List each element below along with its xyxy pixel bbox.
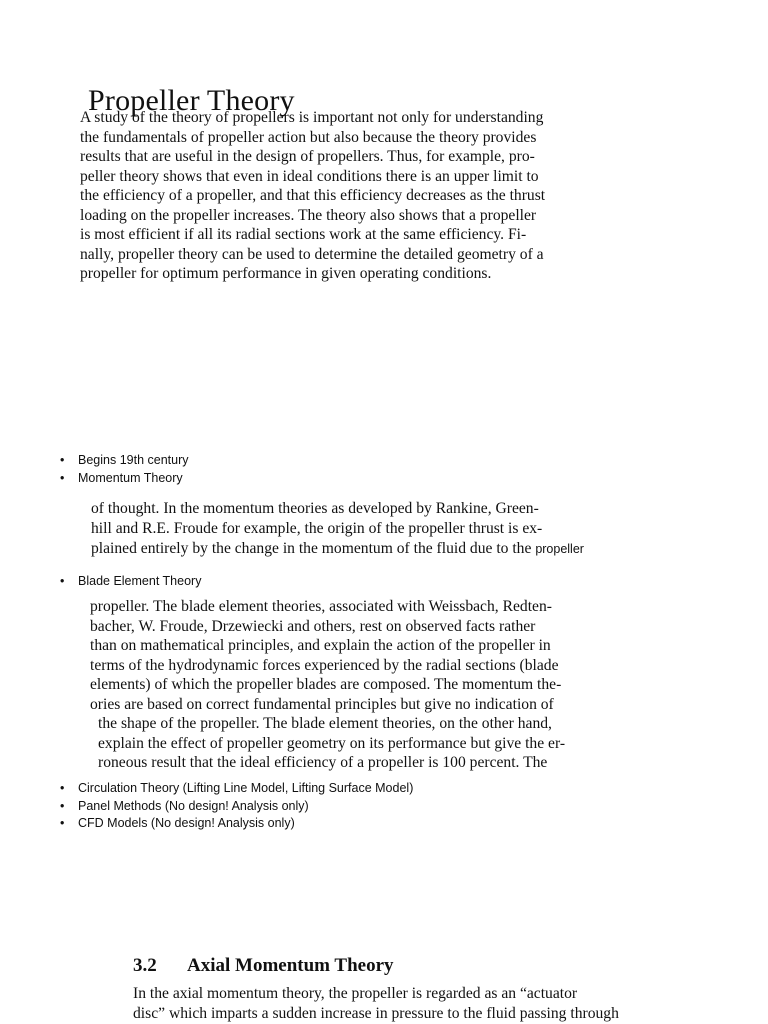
text-line-main: plained entirely by the change in the momentum of the fluid due to the	[91, 540, 532, 557]
text-line: terms of the hydrodynamic forces experienced by the radial sections (blade	[90, 656, 559, 674]
text-line: disc” which imparts a sudden increase in pressure to the fluid passing through	[133, 1004, 619, 1022]
momentum-excerpt	[91, 499, 584, 559]
list-item-label: Momentum Theory	[78, 470, 183, 485]
text-line: bacher, W. Froude, Drzewiecki and others, rest on observed facts rather	[90, 617, 536, 635]
axial-momentum-paragraph	[133, 984, 619, 1023]
text-line: of thought. In the momentum theories as developed by Rankine, Green-	[91, 500, 539, 517]
text-line	[91, 539, 584, 559]
bullet-icon: •	[60, 470, 65, 485]
list-item	[58, 470, 189, 488]
bullet-icon: •	[60, 453, 65, 467]
text-line: A study of the theory of propellers is important not only for understanding	[80, 109, 544, 126]
bullet-icon: •	[60, 781, 65, 795]
bullet-list-blade	[58, 573, 201, 591]
list-item-label: Circulation Theory (Lifting Line Model, Lifting Surface Model)	[78, 781, 414, 795]
text-line: is most efficient if all its radial sections work at the same efficiency. Fi-	[80, 226, 527, 243]
list-item-label: Blade Element Theory	[78, 574, 202, 588]
list-item	[58, 780, 413, 798]
list-item-label: Panel Methods (No design! Analysis only)	[78, 798, 309, 813]
page-title: Propeller Theory	[88, 84, 295, 118]
text-line: than on mathematical principles, and explain the action of the propeller in	[90, 637, 551, 654]
list-item	[58, 452, 189, 470]
text-line-tail: propeller	[535, 542, 584, 556]
section-heading	[133, 955, 394, 977]
list-item-label: Begins 19th century	[78, 453, 189, 467]
text-line: propeller. The blade element theories, associated with Weissbach, Redten-	[90, 598, 552, 615]
text-line: ories are based on correct fundamental principles but give no indication of	[90, 695, 554, 713]
bullet-icon: •	[60, 798, 65, 813]
text-line: hill and R.E. Froude for example, the origin of the propeller thrust is ex-	[91, 520, 543, 537]
intro-paragraph	[80, 108, 545, 284]
list-item	[58, 573, 201, 591]
bullet-list-history	[58, 452, 189, 487]
text-line: elements) of which the propeller blades are composed. The momentum the-	[90, 676, 562, 693]
section-title: Axial Momentum Theory	[187, 954, 394, 976]
text-line: results that are useful in the design of propellers. Thus, for example, pro-	[80, 148, 535, 165]
list-item	[58, 815, 413, 833]
list-item-label: CFD Models (No design! Analysis only)	[78, 816, 295, 830]
text-line: peller theory shows that even in ideal conditions there is an upper limit to	[80, 167, 539, 185]
text-line: propeller for optimum performance in given operating conditions.	[80, 265, 492, 282]
list-item	[58, 798, 413, 816]
text-line: roneous result that the ideal efficiency of a propeller is 100 percent. The	[98, 754, 548, 771]
bullet-list-methods	[58, 780, 413, 833]
text-line: the efficiency of a propeller, and that this efficiency decreases as the thrust	[80, 187, 546, 204]
text-line: explain the effect of propeller geometry on its performance but give the er-	[98, 734, 566, 752]
bullet-icon: •	[60, 574, 65, 588]
text-line: loading on the propeller increases. The theory also shows that a propeller	[80, 206, 537, 224]
text-line: the shape of the propeller. The blade element theories, on the other hand,	[98, 715, 552, 732]
text-line: In the axial momentum theory, the propeller is regarded as an “actuator	[133, 985, 578, 1002]
text-line: nally, propeller theory can be used to determine the detailed geometry of a	[80, 245, 544, 263]
blade-element-excerpt	[90, 597, 565, 773]
section-number: 3.2	[133, 954, 157, 976]
bullet-icon: •	[60, 816, 65, 830]
text-line: the fundamentals of propeller action but also because the theory provides	[80, 128, 537, 146]
